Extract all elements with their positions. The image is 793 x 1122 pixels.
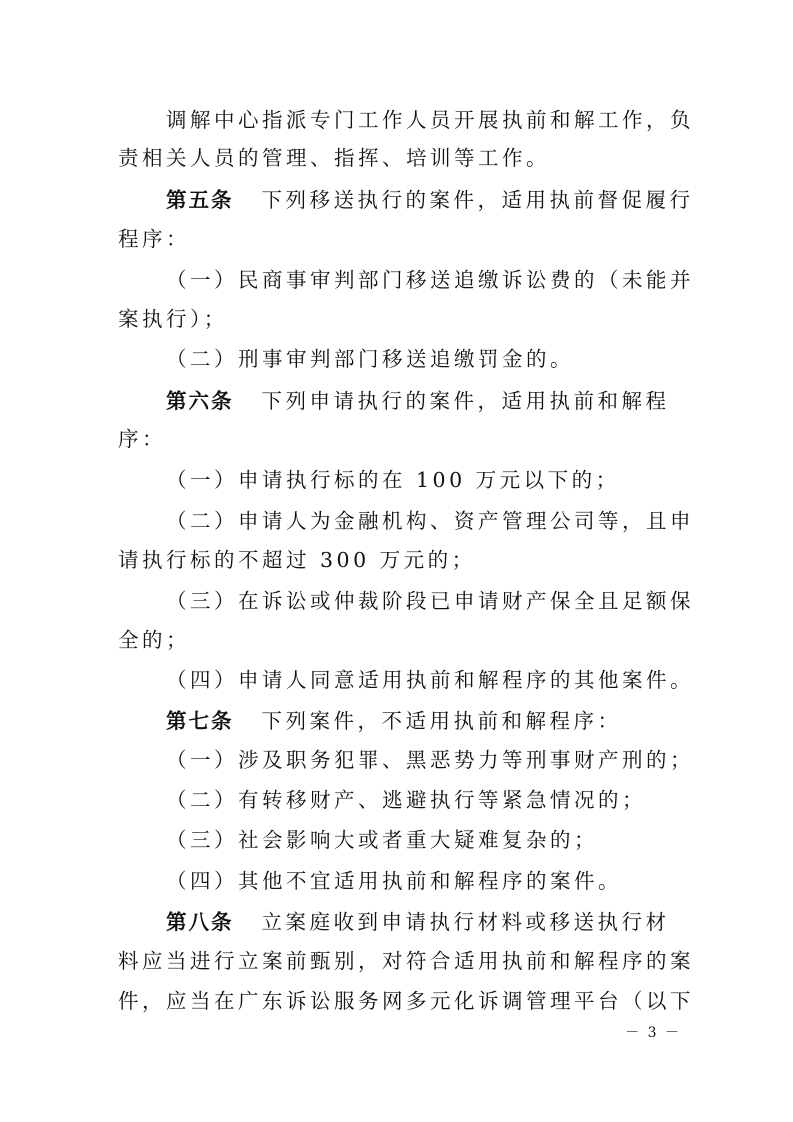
paragraph-line: 序：	[118, 427, 166, 451]
list-item-line: （三）社会影响大或者重大疑难复杂的；	[166, 828, 598, 852]
article-7-line	[166, 707, 678, 735]
list-item-line: （二）有转移财产、逃避执行等紧急情况的；	[166, 788, 646, 812]
list-item-line: （二）刑事审判部门移送追缴罚金的。	[166, 347, 574, 371]
article-6-line	[166, 387, 678, 415]
article-heading: 第五条	[166, 188, 234, 212]
list-item-line: （二）申请人为金融机构、资产管理公司等，且申	[166, 509, 694, 533]
article-text: 下列申请执行的案件，适用执前和解程	[261, 389, 670, 413]
list-item-line: （一）涉及职务犯罪、黑恶势力等刑事财产刑的；	[166, 748, 694, 772]
list-item-line: （一）申请执行标的在 100 万元以下的；	[166, 468, 620, 492]
paragraph-line: 件，应当在广东诉讼服务网多元化诉调管理平台（以下	[118, 989, 694, 1013]
page-number: － 3 －	[625, 1025, 681, 1041]
paragraph-line: 程序：	[118, 227, 190, 251]
list-item-line: （一）民商事审判部门移送追缴诉讼费的（未能并	[166, 268, 694, 292]
article-8-line	[166, 908, 678, 936]
article-text: 下列移送执行的案件，适用执前督促履行	[261, 188, 694, 212]
article-heading: 第六条	[166, 389, 234, 413]
article-heading: 第八条	[166, 910, 234, 934]
paragraph-line: 料应当进行立案前甄别，对符合适用执前和解程序的案	[118, 949, 694, 973]
paragraph-line: 责相关人员的管理、指挥、培训等工作。	[118, 146, 550, 170]
article-text: 立案庭收到申请执行材料或移送执行材	[261, 910, 670, 934]
paragraph-line: 全的；	[118, 628, 190, 652]
article-heading: 第七条	[166, 709, 234, 733]
article-text: 下列案件，不适用执前和解程序：	[261, 709, 622, 733]
article-5-line	[166, 186, 694, 214]
list-item-line: （四）其他不宜适用执前和解程序的案件。	[166, 869, 622, 893]
list-item-line: （三）在诉讼或仲裁阶段已申请财产保全且足额保	[166, 589, 694, 613]
paragraph-line: 案执行）；	[118, 307, 228, 331]
list-item-line: （四）申请人同意适用执前和解程序的其他案件。	[166, 668, 694, 692]
paragraph-line: 请执行标的不超过 300 万元的；	[118, 548, 476, 572]
paragraph-line: 调解中心指派专门工作人员开展执前和解工作，负	[166, 108, 694, 132]
